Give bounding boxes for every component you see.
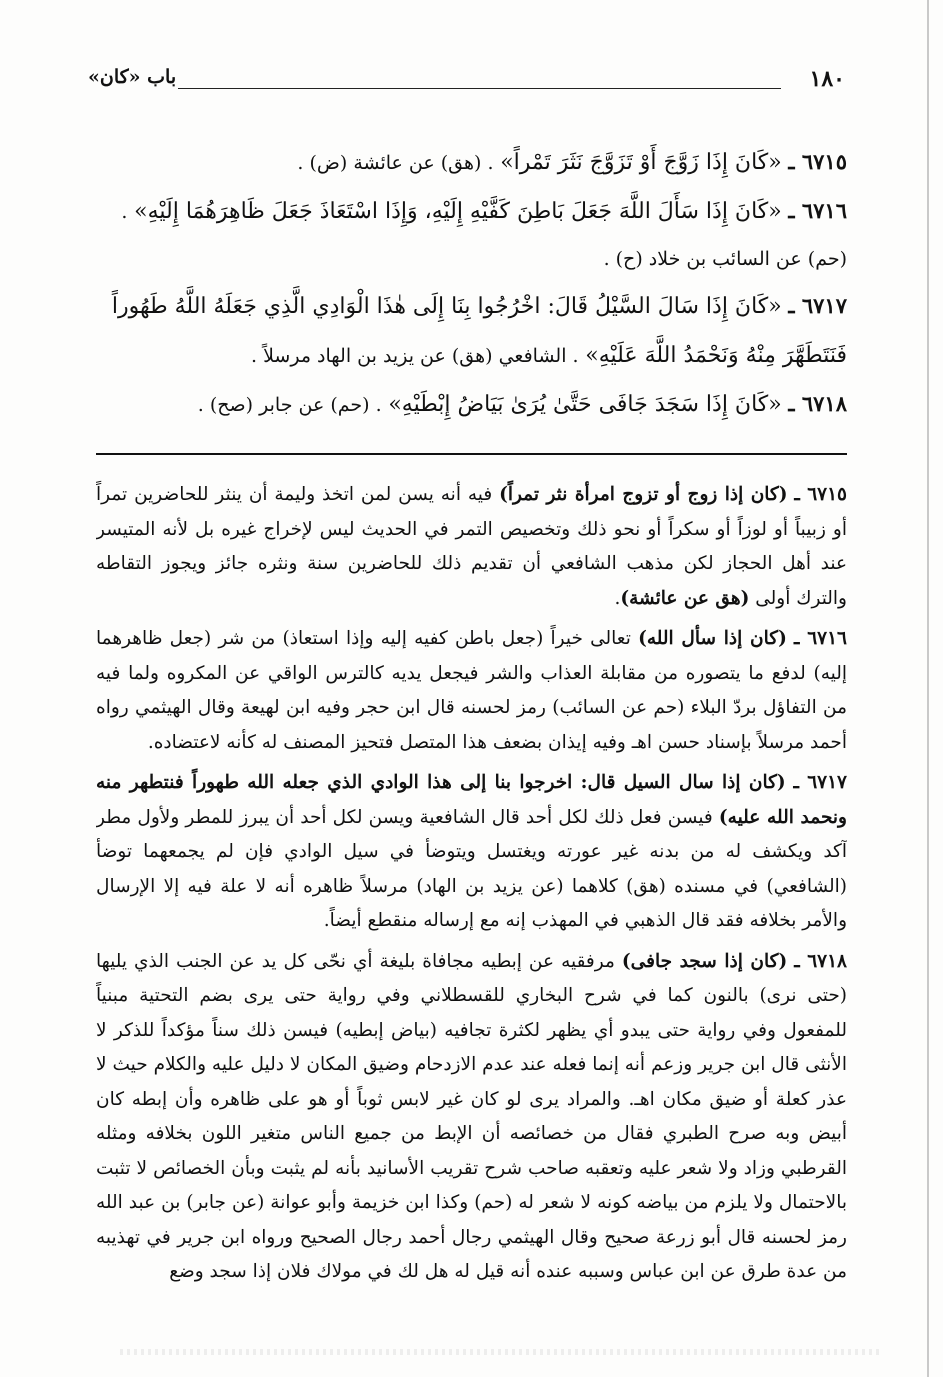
commentary-text: فيسن فعل ذلك لكل أحد قال الشافعية ويسن لكل أحد أن يبرز للمطر ولأول مطر آكد ويكشف له من بدنه غير عورته ويغتسل ويتوضأ في سيل الوادي فإن لم يجمعهما توضأ (الشافعي) في مسنده (هق) كلاهما (عن يزيد بن الهاد) مرسلاً ظاهره أنه لا علة فيه إلا الإرسال والأمر بخلافه فقد قال الذهبي في المهذب إنه مع إرساله منقطع أيضاً — [96, 806, 847, 931]
commentary-end: . — [147, 731, 154, 753]
hadith-6717 — [96, 282, 847, 380]
hadith-number: ٦٧١٨ ـ — [788, 391, 847, 416]
hadith-6716 — [96, 187, 847, 236]
commentary-end: . — [323, 910, 330, 931]
commentary-number: ٦٧١٨ ـ — [794, 950, 847, 972]
hadith-6718 — [96, 380, 847, 429]
commentary-number: ٦٧١٧ ـ — [793, 772, 847, 793]
scan-noise — [120, 1349, 883, 1355]
commentary-6716 — [96, 622, 847, 760]
commentary-tail: (هق عن عائشة) — [620, 587, 750, 609]
commentary-6715 — [96, 478, 847, 616]
commentary-lead: (كان إذا سال السيل قال: اخرجوا بنا إلى هذا الوادي الذي جعله الله طهوراً فنتطهر منه ونحمد الله عليه) — [96, 772, 847, 828]
hadith-source: . (حم) عن جابر (صح) . — [197, 394, 382, 416]
commentary-end: . — [614, 587, 621, 609]
commentary — [96, 478, 847, 1337]
commentary-number: ٦٧١٥ ـ — [794, 484, 847, 505]
page-edge — [927, 0, 929, 1377]
commentary-text: تعالى خيراً (جعل باطن كفيه إليه وإذا استعاذ) من شر (جعل ظاهرهما إليه) لدفع ما يتصوره من مقابلة العذاب والشر فيجعل يديه كالترس الواقي عن المكروه ولما فيه من التفاؤل بردّ البلاء (حم عن السائب) رمز لحسنه قال ابن حجر وفيه ابن لهيعة وقال الهيثمي رواه أحمد مرسلاً بإسناد حسن اهـ وفيه إيذان بضعف هذا المتصل فتحيز المصنف له كأنه لاعتضاده — [96, 628, 847, 753]
commentary-lead: (كان إذا زوج أو تزوج امرأة نثر تمراً) — [499, 484, 788, 505]
page-number: ١٨٠ — [809, 66, 845, 92]
hadith-number: ٦٧١٦ ـ — [788, 198, 847, 223]
hadith-matn: «كَانَ إِذَا سَأَلَ اللَّهَ جَعَلَ بَاطِنَ كَفَّيْهِ إِلَيْهِ، وَإِذَا اسْتَعَاذَ جَعَلَ ظَاهِرَهُمَا إِلَيْهِ» — [134, 199, 782, 224]
hadith-source: . — [121, 201, 128, 223]
hadith-matn: «كَانَ إِذَا سَالَ السَّيْلُ قَالَ: اخْرُجُوا بِنَا إِلَى هٰذَا الْوَادِي الَّذِي جَعَلَهُ اللَّهُ طَهُوراً فَنَتَطَهَّرَ مِنْهُ وَنَحْمَدُ اللَّهَ عَلَيْهِ» — [111, 294, 847, 368]
commentary-number: ٦٧١٦ ـ — [794, 628, 847, 649]
commentary-text: مرفقيه عن إبطيه مجافاة بليغة أي نحّى كل يد عن الجنب الذي يليها (حتى نرى) بالنون كما في شرح البخاري للقسطلاني وفي رواية حتى يرى بضم التحتية مبنياً للمفعول وفي رواية حتى يبدو أي يظهر لكثرة تجافيه (بياض إبطيه) فيسن ذلك سناً مؤكداً للذكر لا الأنثى قال ابن جرير وزعم أنه إنما فعله عند عدم الازدحام وضيق المكان لا دليل عليه والكلام حيث لا عذر كعلة أو ضيق مكان اهـ. والمراد يرى لو كان غير لابس ثوباً أو هو على ظاهره وأن إبطه كان أبيض وبه صرح الطبري فقال من خصائصه أن الإبط من جميع الناس متغير اللون بخلافه ومثله القرطبي وزاد ولا شعر عليه وتعقبه صاحب شرح تقريب الأسانيد بأنه لم يثبت وبأن الخصائص لا تثبت بالاحتمال ولا يلزم من بياضه كونه لا شعر له (حم) وكذا ابن خزيمة وأبو عوانة (عن جابر) بن عبد الله رمز لحسنه قال أبو زرعة صحيح وقال الهيثمي رجال أحمد رجال الصحيح ورواه ابن جرير في تهذيبه من عدة طرق عن ابن عباس وسببه عنده أنه قيل له هل لك في مولاك فلان إذا سجد وضع — [96, 950, 847, 1282]
commentary-text: فيه أنه يسن لمن اتخذ وليمة أن ينثر للحاضرين تمراً أو زبيباً أو لوزاً أو سكراً أو نحو ذلك وتخصيص التمر في الحديث ليس لإخراج غيره بل لأنه المتيسر عند أهل الحجاز لكن مذهب الشافعي أن تقديم ذلك للحاضرين سنة ونثره جائز ويجوز التقاطه والترك أولى — [96, 484, 847, 609]
commentary-6717 — [96, 766, 847, 939]
hadith-matn: «كَانَ إِذَا زَوَّجَ أَوْ تَزَوَّجَ نَثَرَ تَمْراً» — [500, 150, 782, 175]
header-rule — [178, 88, 781, 89]
hadith-text — [96, 138, 847, 429]
running-title: باب «كان» — [88, 66, 177, 88]
hadith-matn: «كَانَ إِذَا سَجَدَ جَافَى حَتَّىٰ يُرَىٰ بَيَاضُ إِبْطَيْهِ» — [388, 392, 782, 417]
hadith-source: . (هق) عن عائشة (ض) . — [297, 152, 494, 174]
hadith-source: . الشافعي (هق) عن يزيد بن الهاد مرسلاً . — [251, 345, 579, 367]
commentary-6718 — [96, 945, 847, 1290]
hadith-number: ٦٧١٧ ـ — [788, 293, 847, 318]
commentary-lead: (كان إذا سجد جافى) — [621, 950, 788, 972]
commentary-lead: (كان إذا سأل الله) — [638, 628, 787, 649]
hadith-source-continued: (حم) عن السائب بن خلاد (ح) . — [603, 248, 847, 270]
page-header — [88, 66, 845, 96]
section-separator — [96, 453, 847, 455]
hadith-number: ٦٧١٥ ـ — [788, 149, 847, 174]
hadith-6715 — [96, 138, 847, 187]
